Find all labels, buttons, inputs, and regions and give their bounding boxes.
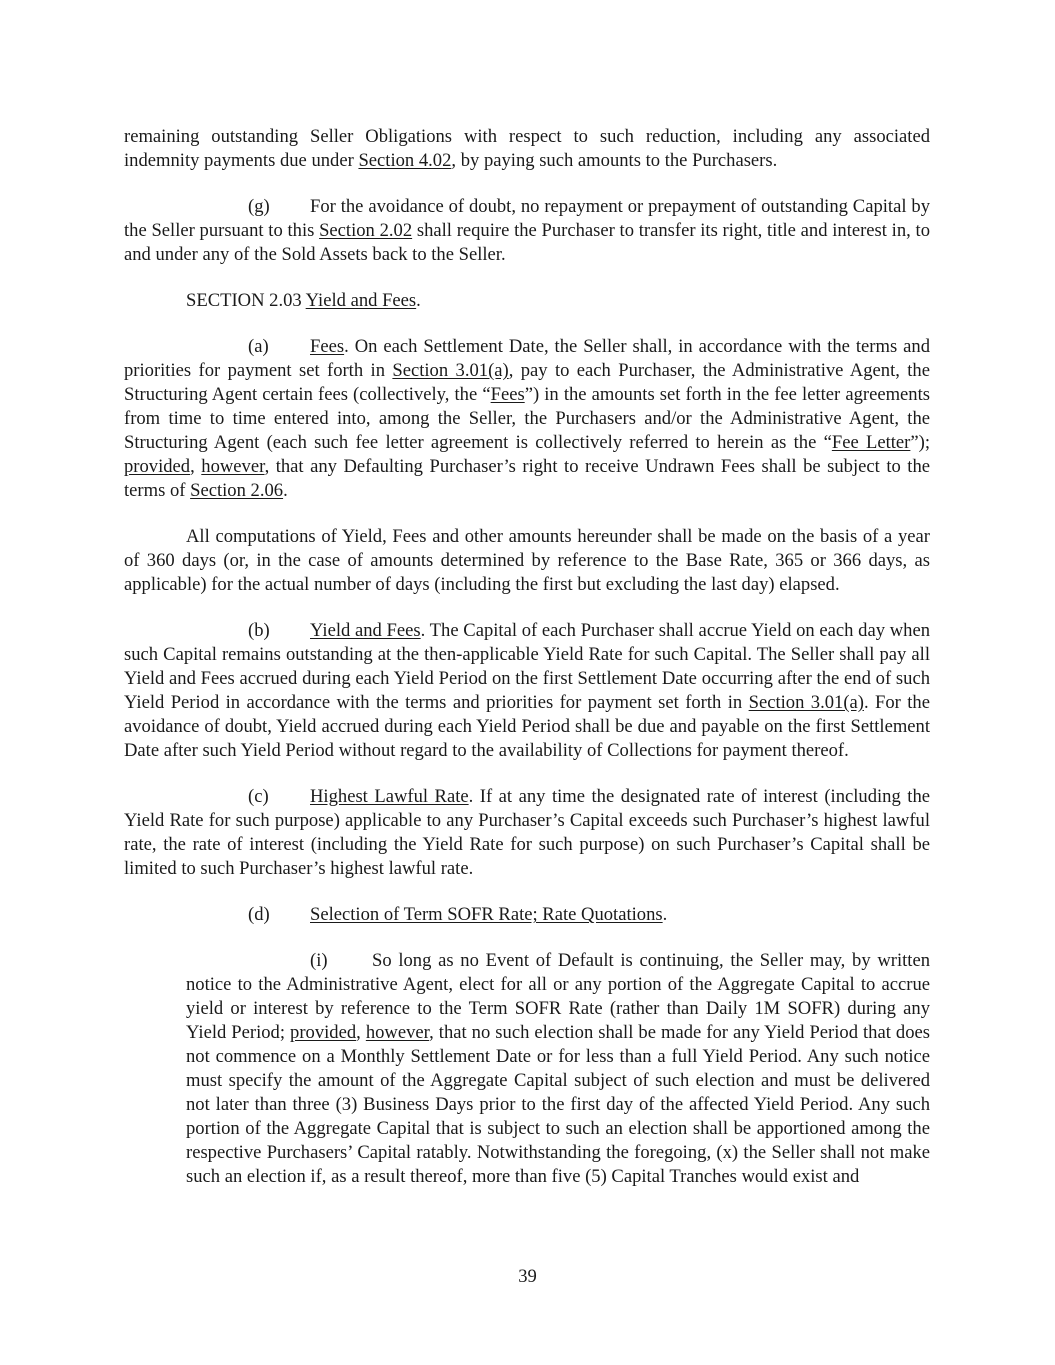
section-heading: SECTION 2.03 Yield and Fees.	[186, 290, 421, 311]
paragraph-a: (a) Fees. On each Settlement Date, the Seller shall, in accordance with the terms and priorities for payment set forth in Section 3.01(a), pay to each Purchaser, the Administrative Agent, the Structuring Agent certain fees (collectively, the “Fees”) in the amounts set forth in the fee letter agreements from time to time entered into, among the Seller, the Purchasers and/or the Administrative Agent, the Structuring Agent (each such fee letter agreement is collectively referred to herein as the “Fee Letter”); provided, however, that any Defaulting Purchaser’s right to receive Undrawn Fees shall be subject to the terms of Section 2.06.	[124, 336, 931, 501]
clause-caption: Yield and Fees	[310, 620, 421, 641]
clause-marker: (d)	[248, 904, 270, 925]
section-reference: Section 2.02	[319, 220, 413, 241]
section-reference: Section 4.02	[358, 150, 452, 171]
paragraph-c: (c) Highest Lawful Rate. If at any time the designated rate of interest (including the Yield Rate for such purpose) applicable to any Purchaser’s Capital exceeds such Purchaser’s highest lawful rate, the rate of interest (including the Yield Rate for such purpose) on such Purchaser’s Capital shall be limited to such Purchaser’s highest lawful rate.	[124, 786, 930, 879]
clause-marker: (b)	[248, 620, 270, 641]
proviso-term: however	[365, 1022, 430, 1043]
clause-caption: Selection of Term SOFR Rate; Rate Quotations	[310, 904, 663, 925]
paragraph-b: (b) Yield and Fees. The Capital of each Purchaser shall accrue Yield on each day when such Capital remains outstanding at the then-applicable Yield Rate for such Capital. The Seller shall pay all Yield and Fees accrued during each Yield Period on the first Settlement Date occurring after the end of such Yield Period in accordance with the terms and priorities for payment set forth in Section 3.01(a). For the avoidance of doubt, Yield accrued during each Yield Period shall be due and payable on the first Settlement Date after such Yield Period without regard to the availability of Collections for payment thereof.	[124, 620, 931, 761]
defined-term: Fee Letter	[831, 432, 911, 453]
section-title: Yield and Fees	[305, 290, 417, 311]
section-reference: Section 3.01(a)	[748, 692, 864, 713]
proviso-term: provided	[124, 456, 191, 477]
defined-term: Fees	[490, 384, 525, 405]
proviso-term: provided	[290, 1022, 357, 1043]
section-reference: Section 3.01(a)	[392, 360, 509, 381]
proviso-term: however	[201, 456, 265, 477]
paragraph-d: (d) Selection of Term SOFR Rate; Rate Quotations.	[248, 904, 668, 925]
clause-marker: (i)	[310, 950, 328, 971]
clause-marker: (c)	[248, 786, 269, 807]
page-number: 39	[518, 1266, 537, 1287]
paragraph-g: (g) For the avoidance of doubt, no repayment or prepayment of outstanding Capital by the Seller pursuant to this Section 2.02 shall require the Purchaser to transfer its right, title and interest in, to and under any of the Sold Assets back to the Seller.	[124, 196, 930, 265]
section-reference: Section 2.06	[190, 480, 284, 501]
clause-caption: Highest Lawful Rate	[310, 786, 469, 807]
paragraph-continuation: remaining outstanding Seller Obligations with respect to such reduction, including any associated indemnity payments due under Section 4.02, by paying such amounts to the Purchasers.	[124, 126, 930, 171]
clause-marker: (a)	[248, 336, 269, 357]
clause-marker: (g)	[248, 196, 270, 217]
document-page	[124, 125, 930, 1189]
paragraph-d-i: (i) So long as no Event of Default is continuing, the Seller may, by written notice to the Administrative Agent, elect for all or any portion of the Aggregate Capital to accrue yield or interest by reference to the Term SOFR Rate (rather than Daily 1M SOFR) during any Yield Period; provided, however, that no such election shall be made for any Yield Period that does not commence on a Monthly Settlement Date or for less than a full Yield Period. Any such notice must specify the amount of the Aggregate Capital subject of such election and must be delivered not later than three (3) Business Days prior to the first day of the affected Yield Period. Any such portion of the Aggregate Capital that is subject to such an election shall be apportioned among the respective Purchasers’ Capital ratably. Notwithstanding the foregoing, (x) the Seller shall not make such an election if, as a result thereof, more than five (5) Capital Tranches would exist and	[186, 950, 930, 1187]
clause-caption: Fees	[310, 336, 345, 357]
paragraph-computations: All computations of Yield, Fees and other amounts hereunder shall be made on the basis of a year of 360 days (or, in the case of amounts determined by reference to the Base Rate, 365 or 366 days, as applicable) for the actual number of days (including the first but excluding the last day) elapsed.	[124, 526, 930, 595]
